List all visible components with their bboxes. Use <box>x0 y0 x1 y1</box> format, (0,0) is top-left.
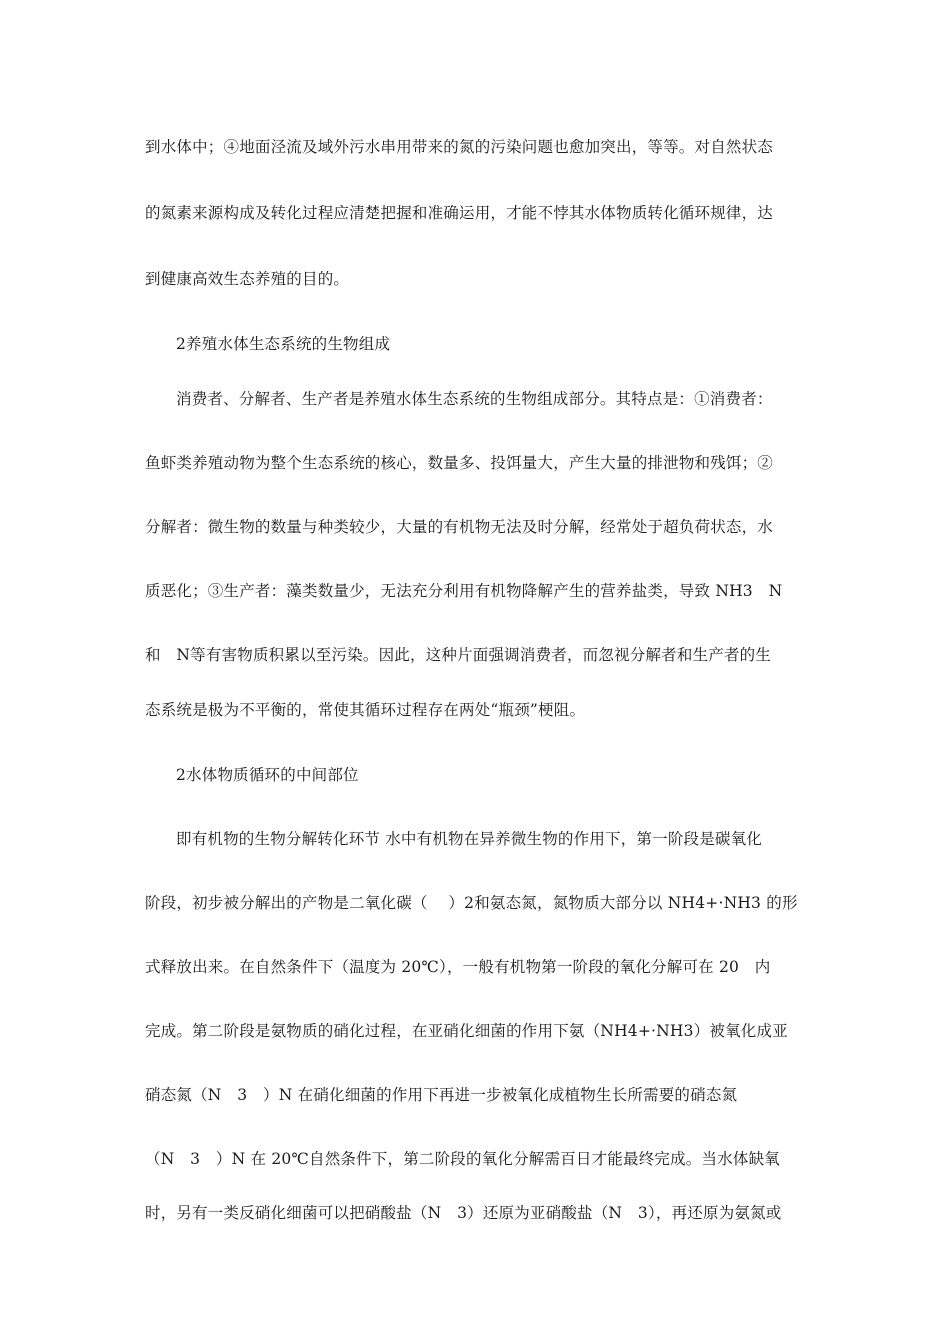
paragraph-line: 到水体中；④地面泾流及域外污水串用带来的氮的污染问题也愈加突出，等等。对自然状态 <box>145 138 774 156</box>
paragraph-line: 态系统是极为不平衡的，常使其循环过程存在两处“瓶颈”梗阻。 <box>145 701 586 719</box>
section-heading: 2养殖水体生态系统的生物组成 <box>176 335 391 353</box>
paragraph-line: 阶段，初步被分解出的产物是二氧化碳（ ）2和氨态氮，氮物质大部分以 NH4+·NH3 的形 <box>145 894 798 912</box>
paragraph-line: 式释放出来。在自然条件下（温度为 20℃），一般有机物第一阶段的氧化分解可在 20 内 <box>145 958 771 976</box>
paragraph-line: 完成。第二阶段是氨物质的硝化过程，在亚硝化细菌的作用下氨（NH4+·NH3）被氧化成亚 <box>145 1022 788 1040</box>
paragraph-line: 到健康高效生态养殖的目的。 <box>145 270 350 288</box>
paragraph-line: （N 3 ）N 在 20℃自然条件下，第二阶段的氧化分解需百日才能最终完成。当水体缺氧 <box>145 1150 781 1168</box>
paragraph-line: 的氮素来源构成及转化过程应清楚把握和准确运用，才能不悖其水体物质转化循环规律，达 <box>145 204 774 222</box>
paragraph-line: 时，另有一类反硝化细菌可以把硝酸盐（N 3）还原为亚硝酸盐（N 3），再还原为氨氮或 <box>145 1204 782 1222</box>
paragraph-line: 即有机物的生物分解转化环节 水中有机物在异养微生物的作用下，第一阶段是碳氧化 <box>176 830 763 848</box>
paragraph-line: 分解者：微生物的数量与种类较少，大量的有机物无法及时分解，经常处于超负荷状态，水 <box>145 518 774 536</box>
paragraph-line: 鱼虾类养殖动物为整个生态系统的核心，数量多、投饵量大，产生大量的排泄物和残饵；② <box>145 454 774 472</box>
section-heading: 2水体物质循环的中间部位 <box>176 766 359 784</box>
paragraph-line: 和 N等有害物质积累以至污染。因此，这种片面强调消费者，而忽视分解者和生产者的生 <box>145 646 772 664</box>
paragraph-line: 质恶化；③生产者：藻类数量少，无法充分利用有机物降解产生的营养盐类，导致 NH3 N <box>145 582 783 600</box>
paragraph-line: 硝态氮（N 3 ）N 在硝化细菌的作用下再进一步被氧化成植物生长所需要的硝态氮 <box>145 1086 738 1104</box>
paragraph-line: 消费者、分解者、生产者是养殖水体生态系统的生物组成部分。其特点是：①消费者： <box>176 390 773 408</box>
